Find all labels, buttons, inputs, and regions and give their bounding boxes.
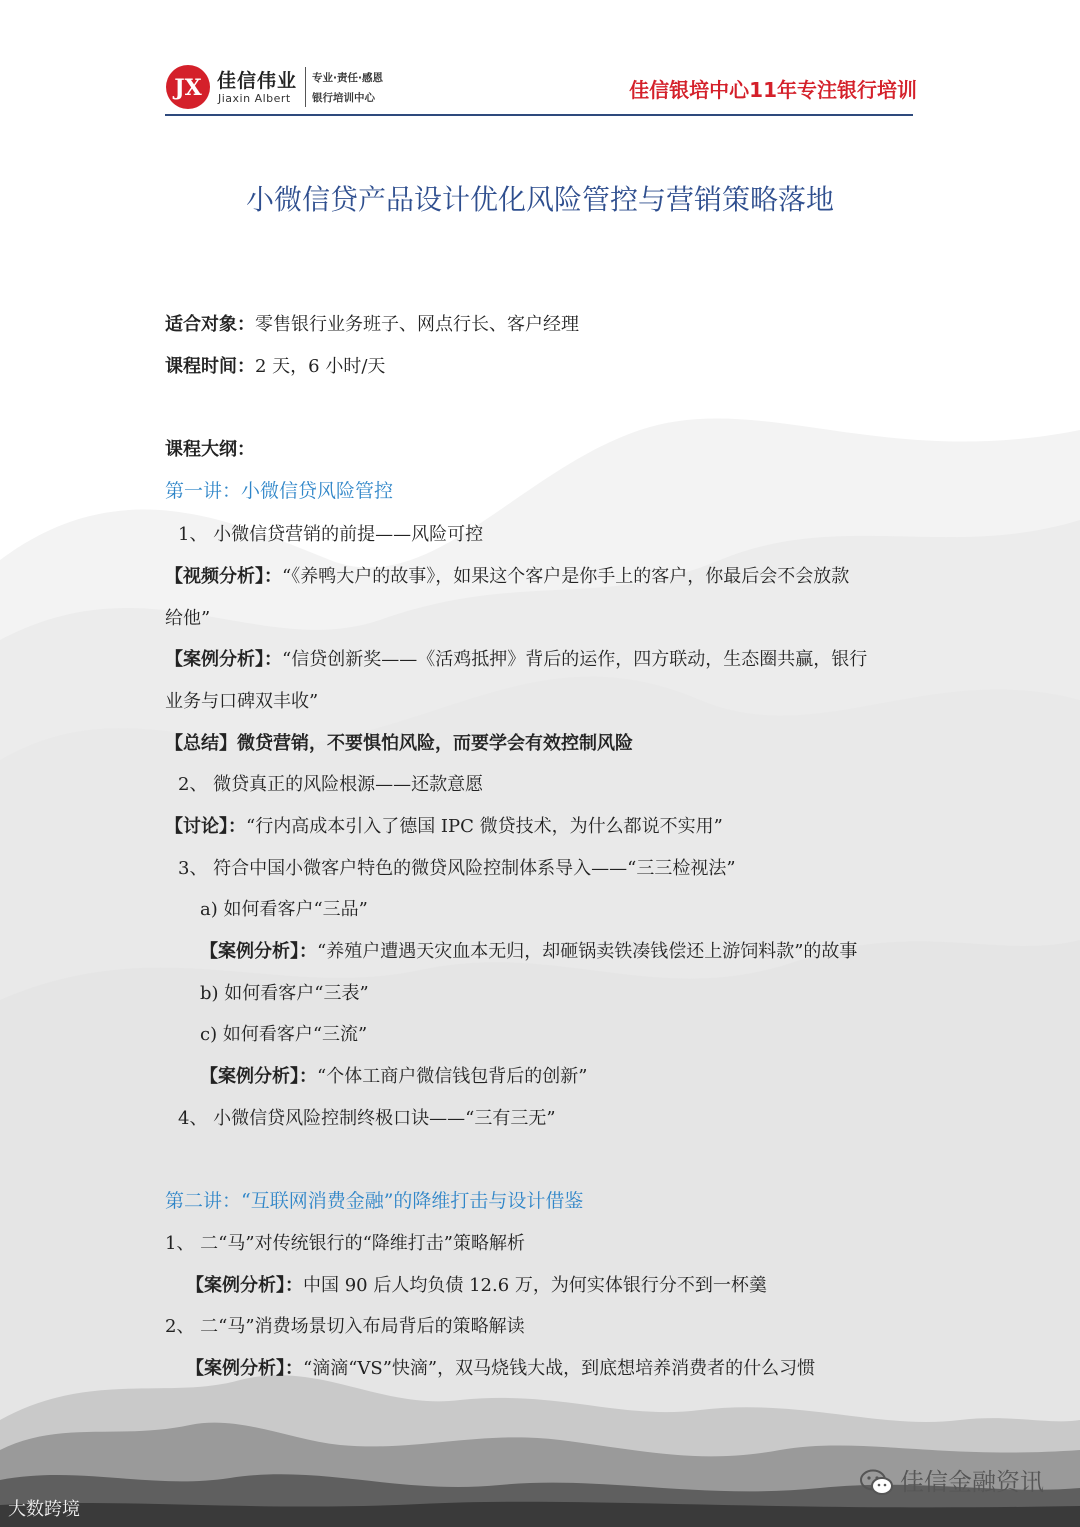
case-line-continued: 业务与口碑双丰收”: [165, 691, 319, 712]
summary-label: 【总结】: [165, 733, 237, 754]
outline-item: 2、 微贷真正的风险根源——还款意愿: [178, 774, 484, 795]
watermark-text: 佳信金融资讯: [900, 1468, 1044, 1496]
audience-value: 零售银行业务班子、网点行长、客户经理: [255, 314, 579, 335]
case-line: [186, 1274, 767, 1298]
logo-divider: [305, 67, 306, 107]
lecture-2-heading: 第二讲：“互联网消费金融”的降维打击与设计借鉴: [165, 1190, 584, 1212]
outline-item: 1、 小微信贷营销的前提——风险可控: [178, 524, 484, 545]
logo-tagline: 专业·责任·感恩: [312, 72, 383, 84]
case-text: “信贷创新奖——《活鸡抵押》背后的运作，四方联动，生态圈共赢，银行: [282, 649, 868, 670]
lecture-1-heading: 第一讲：小微信贷风险管控: [165, 480, 394, 502]
discussion-label: 【讨论】：: [165, 816, 246, 837]
time-value: 2 天，6 小时/天: [255, 356, 386, 377]
sub-item: c) 如何看客户“三流”: [200, 1024, 368, 1045]
case-line: [165, 565, 849, 589]
case-label: 【案例分析】：: [200, 1066, 317, 1087]
case-label: 【案例分析】：: [200, 941, 317, 962]
case-label: 【视频分析】：: [165, 566, 282, 587]
audience-row: [165, 313, 579, 337]
outline-heading: 课程大纲：: [165, 439, 255, 460]
case-line: [165, 648, 867, 672]
jx-logo-icon: [165, 64, 211, 110]
summary-text: 微贷营销，不要惧怕风险，而要学会有效控制风险: [237, 733, 633, 754]
svg-text:JX: JX: [174, 75, 202, 101]
corner-watermark: 大数跨境: [8, 1499, 80, 1520]
summary-line: [165, 732, 633, 756]
outline-item: 1、 二“马”对传统银行的“降维打击”策略解析: [165, 1233, 525, 1254]
sub-item: a) 如何看客户“三品”: [200, 899, 368, 920]
discussion-text: “行内高成本引入了德国 IPC 微贷技术，为什么都说不实用”: [246, 816, 723, 837]
discussion-line: [165, 815, 723, 839]
wechat-icon: [860, 1469, 894, 1497]
logo-company-name: 佳信伟业: [217, 70, 298, 92]
case-text: “《养鸭大户的故事》，如果这个客户是你手上的客户，你最后会不会放款: [282, 566, 850, 587]
case-label: 【案例分析】：: [165, 649, 282, 670]
case-label: 【案例分析】：: [186, 1358, 303, 1379]
header-slogan: 佳信银培中心11年专注银行培训: [629, 78, 917, 102]
document-title: 小微信贷产品设计优化风险管控与营销策略落地: [245, 183, 834, 216]
case-line-continued: 给他”: [165, 608, 211, 629]
header-divider: [165, 114, 913, 116]
sub-item: b) 如何看客户“三表”: [200, 983, 369, 1004]
time-row: [165, 355, 385, 379]
outline-item: 4、 小微信贷风险控制终极口诀——“三有三无”: [178, 1108, 556, 1129]
case-text: “滴滴“VS”快滴”，双马烧钱大战，到底想培养消费者的什么习惯: [303, 1358, 816, 1379]
case-text: 中国 90 后人均负债 12.6 万，为何实体银行分不到一杯羹: [303, 1275, 767, 1296]
case-text: “个体工商户微信钱包背后的创新”: [317, 1066, 588, 1087]
case-text: “养殖户遭遇天灾血本无归，却砸锅卖铁凑钱偿还上游饲料款”的故事: [317, 941, 858, 962]
time-label: 课程时间：: [165, 356, 255, 377]
case-line: [200, 940, 857, 964]
logo-english-name: Jiaxin Albert: [218, 92, 291, 105]
audience-label: 适合对象：: [165, 314, 255, 335]
case-line: [200, 1065, 587, 1089]
logo-subtitle: 银行培训中心: [312, 92, 375, 104]
outline-item: 3、 符合中国小微客户特色的微贷风险控制体系导入——“三三检视法”: [178, 858, 736, 879]
wechat-watermark: [860, 1462, 1044, 1497]
case-label: 【案例分析】：: [186, 1275, 303, 1296]
company-logo: [165, 64, 405, 110]
outline-item: 2、 二“马”消费场景切入布局背后的策略解读: [165, 1316, 525, 1337]
case-line: [186, 1357, 815, 1381]
